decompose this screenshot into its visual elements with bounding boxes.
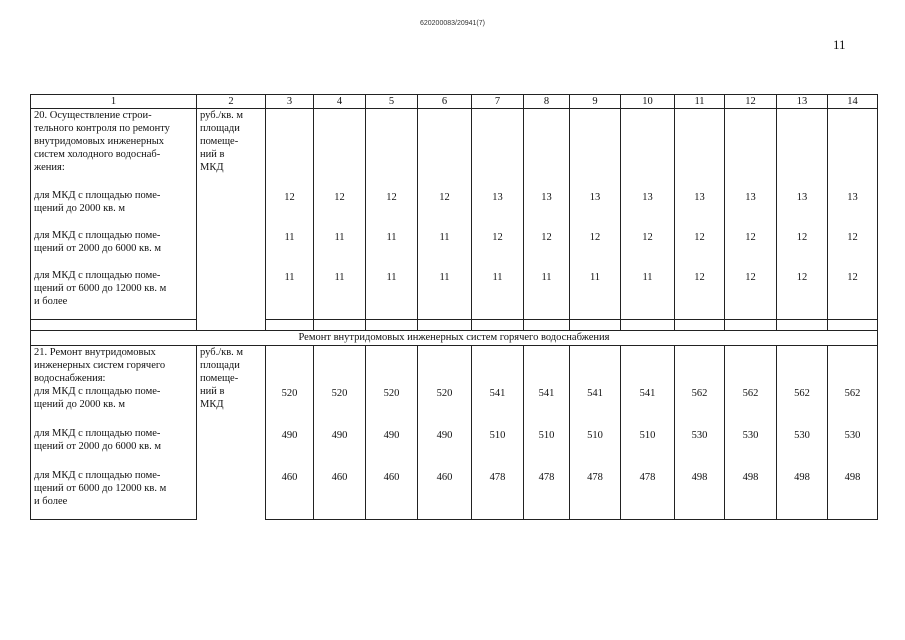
text-line: площади xyxy=(200,123,240,134)
value-cell xyxy=(828,229,878,269)
empty-cell xyxy=(366,320,418,331)
value-cell xyxy=(418,269,472,320)
value: 530 xyxy=(794,430,810,441)
text-line: щений до 2000 кв. м xyxy=(34,203,126,214)
row-label xyxy=(31,189,197,229)
value: 12 xyxy=(847,272,858,283)
empty-cell xyxy=(675,109,725,190)
value: 12 xyxy=(386,192,397,203)
text-line: тельного контроля по ремонту xyxy=(34,123,170,134)
value: 12 xyxy=(694,232,705,243)
text-line: 21. Ремонт внутридомовых xyxy=(34,347,156,358)
value-cell xyxy=(725,427,777,469)
value: 13 xyxy=(796,192,808,203)
value: 13 xyxy=(541,192,552,203)
text-line: руб./кв. м xyxy=(200,347,244,358)
text-line: щений от 2000 до 6000 кв. м xyxy=(34,243,161,254)
value-cell xyxy=(314,469,366,520)
row-label xyxy=(31,469,197,520)
header-cell: 10 xyxy=(621,95,675,109)
text-line: для МКД с площадью поме- xyxy=(34,270,161,281)
value: 12 xyxy=(541,232,552,243)
value: 11 xyxy=(284,272,295,283)
value-cell xyxy=(366,269,418,320)
value: 12 xyxy=(334,192,345,203)
value: 530 xyxy=(742,430,759,441)
value-cell xyxy=(472,189,524,229)
value-cell xyxy=(314,385,366,427)
value-cell xyxy=(524,269,570,320)
empty-cell xyxy=(828,109,878,190)
document-id: 620200083/20941(7) xyxy=(419,20,485,27)
value: 11 xyxy=(334,232,345,243)
block-title-row xyxy=(31,109,878,190)
value-cell xyxy=(472,427,524,469)
text-line: инженерных систем горячего xyxy=(34,360,166,371)
value-cell xyxy=(314,269,366,320)
value-cell xyxy=(266,385,314,427)
empty-cell xyxy=(570,346,621,386)
value: 562 xyxy=(742,388,759,399)
value: 520 xyxy=(436,388,453,399)
text-line: и более xyxy=(34,296,68,307)
value: 541 xyxy=(587,388,603,399)
value-cell xyxy=(675,229,725,269)
unit-cell xyxy=(197,346,266,520)
text-line: помеще- xyxy=(200,136,239,147)
empty-cell xyxy=(828,346,878,386)
spacer-row xyxy=(31,320,878,331)
header-row xyxy=(31,95,878,109)
value: 498 xyxy=(691,472,708,483)
value: 530 xyxy=(844,430,861,441)
value-cell xyxy=(366,229,418,269)
value: 12 xyxy=(439,192,450,203)
value-cell xyxy=(725,189,777,229)
row-label xyxy=(31,427,197,469)
table-row xyxy=(31,229,878,269)
empty-cell xyxy=(472,346,524,386)
empty-cell xyxy=(725,109,777,190)
text-line: внутридомовых инженерных xyxy=(34,136,165,147)
empty-cell xyxy=(524,109,570,190)
value-cell xyxy=(777,269,828,320)
text-line: щений от 6000 до 12000 кв. м xyxy=(34,283,167,294)
value: 490 xyxy=(331,430,348,441)
value: 460 xyxy=(281,472,298,483)
value-cell xyxy=(777,385,828,427)
value: 562 xyxy=(844,388,861,399)
value-cell xyxy=(524,189,570,229)
value: 510 xyxy=(489,430,506,441)
text-line: водоснабжения: xyxy=(34,373,106,384)
value-cell xyxy=(418,385,472,427)
value: 12 xyxy=(745,272,756,283)
text-line: жения: xyxy=(34,162,65,173)
value: 498 xyxy=(742,472,759,483)
text-line: ний в xyxy=(200,149,225,160)
value-cell xyxy=(472,229,524,269)
empty-cell xyxy=(197,320,266,331)
empty-cell xyxy=(570,109,621,190)
empty-cell xyxy=(524,320,570,331)
value: 541 xyxy=(639,388,656,399)
value-cell xyxy=(524,385,570,427)
page-number: 11 xyxy=(833,37,846,52)
value-cell xyxy=(777,469,828,520)
section-header-row xyxy=(31,331,878,346)
value-cell xyxy=(570,427,621,469)
empty-cell xyxy=(675,320,725,331)
value: 562 xyxy=(794,388,810,399)
block-title xyxy=(31,109,197,190)
value-cell xyxy=(570,469,621,520)
value: 12 xyxy=(492,232,503,243)
text-line: площади xyxy=(200,360,240,371)
value-cell xyxy=(621,189,675,229)
empty-cell xyxy=(621,320,675,331)
text-line: руб./кв. м xyxy=(200,110,244,121)
empty-cell xyxy=(366,346,418,386)
value-cell xyxy=(570,189,621,229)
empty-cell xyxy=(777,109,828,190)
value-cell xyxy=(418,427,472,469)
unit-cell xyxy=(197,109,266,320)
header-cell: 5 xyxy=(366,95,418,109)
empty-cell xyxy=(777,320,828,331)
text-line: ний в xyxy=(200,386,225,397)
value-cell xyxy=(472,469,524,520)
value: 12 xyxy=(589,232,601,243)
value: 478 xyxy=(489,472,506,483)
value-cell xyxy=(828,269,878,320)
value: 541 xyxy=(538,388,555,399)
value: 520 xyxy=(331,388,348,399)
value: 498 xyxy=(844,472,861,483)
value-cell xyxy=(621,229,675,269)
text-line: и более xyxy=(34,496,68,507)
empty-cell xyxy=(621,109,675,190)
value-cell xyxy=(418,469,472,520)
value: 460 xyxy=(331,472,348,483)
empty-cell xyxy=(266,109,314,190)
value: 490 xyxy=(383,430,400,441)
value: 541 xyxy=(489,388,506,399)
empty-cell xyxy=(725,346,777,386)
value-cell xyxy=(621,427,675,469)
value-cell xyxy=(675,385,725,427)
value: 11 xyxy=(541,272,552,283)
empty-cell xyxy=(472,109,524,190)
empty-cell xyxy=(314,346,366,386)
value: 530 xyxy=(691,430,708,441)
value-cell xyxy=(266,469,314,520)
value-cell xyxy=(314,427,366,469)
empty-cell xyxy=(828,320,878,331)
header-cell: 3 xyxy=(266,95,314,109)
value-cell xyxy=(524,427,570,469)
value: 11 xyxy=(284,232,295,243)
text-line: для МКД с площадью поме- xyxy=(34,428,161,439)
header-cell: 11 xyxy=(675,95,725,109)
table-row xyxy=(31,427,878,469)
empty-cell xyxy=(266,320,314,331)
value-cell xyxy=(725,385,777,427)
value-cell xyxy=(725,269,777,320)
value: 11 xyxy=(642,272,653,283)
value-cell xyxy=(828,189,878,229)
value-cell xyxy=(366,385,418,427)
value-cell xyxy=(675,427,725,469)
value-cell xyxy=(725,229,777,269)
value-cell xyxy=(314,229,366,269)
empty-cell xyxy=(314,320,366,331)
value: 12 xyxy=(796,272,808,283)
header-cell: 14 xyxy=(828,95,878,109)
empty-cell xyxy=(314,109,366,190)
value: 11 xyxy=(492,272,503,283)
value: 11 xyxy=(386,232,397,243)
value: 510 xyxy=(587,430,603,441)
row-label xyxy=(31,385,197,427)
value-cell xyxy=(524,229,570,269)
value: 498 xyxy=(794,472,810,483)
header-cell: 1 xyxy=(31,95,197,109)
value: 478 xyxy=(538,472,555,483)
value: 12 xyxy=(284,192,295,203)
table-row xyxy=(31,269,878,320)
value: 520 xyxy=(383,388,400,399)
empty-cell xyxy=(266,346,314,386)
value-cell xyxy=(472,269,524,320)
value-cell xyxy=(472,385,524,427)
value-cell xyxy=(725,469,777,520)
empty-cell xyxy=(675,346,725,386)
header-cell: 12 xyxy=(725,95,777,109)
value: 12 xyxy=(694,272,705,283)
value-cell xyxy=(570,269,621,320)
text-line: помеще- xyxy=(200,373,239,384)
value: 12 xyxy=(745,232,756,243)
text-line: щений от 6000 до 12000 кв. м xyxy=(34,483,167,494)
value-cell xyxy=(777,427,828,469)
value: 11 xyxy=(589,272,601,283)
header-cell: 7 xyxy=(472,95,524,109)
header-cell: 13 xyxy=(777,95,828,109)
empty-cell xyxy=(725,320,777,331)
text-line: МКД xyxy=(200,399,224,410)
text-line: 20. Осуществление строи- xyxy=(34,110,152,121)
text-line: для МКД с площадью поме- xyxy=(34,386,161,397)
value-cell xyxy=(570,385,621,427)
value: 12 xyxy=(796,232,808,243)
value: 13 xyxy=(745,192,756,203)
value-cell xyxy=(366,427,418,469)
value-cell xyxy=(675,269,725,320)
value-cell xyxy=(675,469,725,520)
value: 460 xyxy=(383,472,400,483)
value-cell xyxy=(777,189,828,229)
value: 12 xyxy=(847,232,858,243)
empty-cell xyxy=(621,346,675,386)
value-cell xyxy=(266,189,314,229)
value-cell xyxy=(828,385,878,427)
value: 478 xyxy=(639,472,656,483)
header-cell: 2 xyxy=(197,95,266,109)
text-line: МКД xyxy=(200,162,224,173)
value: 520 xyxy=(281,388,298,399)
tariff-table xyxy=(30,94,878,520)
value: 13 xyxy=(847,192,858,203)
value: 490 xyxy=(436,430,453,441)
value-cell xyxy=(418,229,472,269)
value: 11 xyxy=(439,272,450,283)
value-cell xyxy=(621,385,675,427)
table-row xyxy=(31,385,878,427)
value-cell xyxy=(266,229,314,269)
value-cell xyxy=(828,427,878,469)
text-line: систем холодного водоснаб- xyxy=(34,149,161,160)
row-label xyxy=(31,229,197,269)
empty-cell xyxy=(472,320,524,331)
header-cell: 9 xyxy=(570,95,621,109)
value: 12 xyxy=(642,232,653,243)
text-line: щений до 2000 кв. м xyxy=(34,399,126,410)
value-cell xyxy=(266,427,314,469)
value: 13 xyxy=(694,192,705,203)
value-cell xyxy=(675,189,725,229)
empty-cell xyxy=(777,346,828,386)
row-label xyxy=(31,269,197,320)
value: 510 xyxy=(639,430,656,441)
value-cell xyxy=(366,469,418,520)
header-cell: 8 xyxy=(524,95,570,109)
value-cell xyxy=(621,269,675,320)
value-cell xyxy=(266,269,314,320)
table-body xyxy=(31,95,878,520)
value: 11 xyxy=(334,272,345,283)
text-line: для МКД с площадью поме- xyxy=(34,470,161,481)
empty-cell xyxy=(31,320,197,331)
empty-cell xyxy=(570,320,621,331)
text-line: щений от 2000 до 6000 кв. м xyxy=(34,441,161,452)
text-line: для МКД с площадью поме- xyxy=(34,230,161,241)
value: 13 xyxy=(642,192,653,203)
empty-cell xyxy=(418,346,472,386)
header-cell: 6 xyxy=(418,95,472,109)
value: 11 xyxy=(386,272,397,283)
value-cell xyxy=(570,229,621,269)
table-row xyxy=(31,469,878,520)
table-row xyxy=(31,189,878,229)
value-cell xyxy=(777,229,828,269)
value-cell xyxy=(828,469,878,520)
value-cell xyxy=(314,189,366,229)
empty-cell xyxy=(418,109,472,190)
empty-cell xyxy=(524,346,570,386)
value: 11 xyxy=(439,232,450,243)
value: 478 xyxy=(587,472,603,483)
value-cell xyxy=(524,469,570,520)
header-cell: 4 xyxy=(314,95,366,109)
value: 490 xyxy=(281,430,298,441)
value: 13 xyxy=(589,192,601,203)
block-title-row xyxy=(31,346,878,386)
value-cell xyxy=(621,469,675,520)
text-line: для МКД с площадью поме- xyxy=(34,190,161,201)
block-title xyxy=(31,346,197,386)
value-cell xyxy=(418,189,472,229)
value: 460 xyxy=(436,472,453,483)
empty-cell xyxy=(418,320,472,331)
value: 13 xyxy=(492,192,503,203)
section-title: Ремонт внутридомовых инженерных систем горячего водоснабжения xyxy=(31,331,878,346)
value-cell xyxy=(366,189,418,229)
value: 562 xyxy=(691,388,708,399)
empty-cell xyxy=(366,109,418,190)
value: 510 xyxy=(538,430,555,441)
